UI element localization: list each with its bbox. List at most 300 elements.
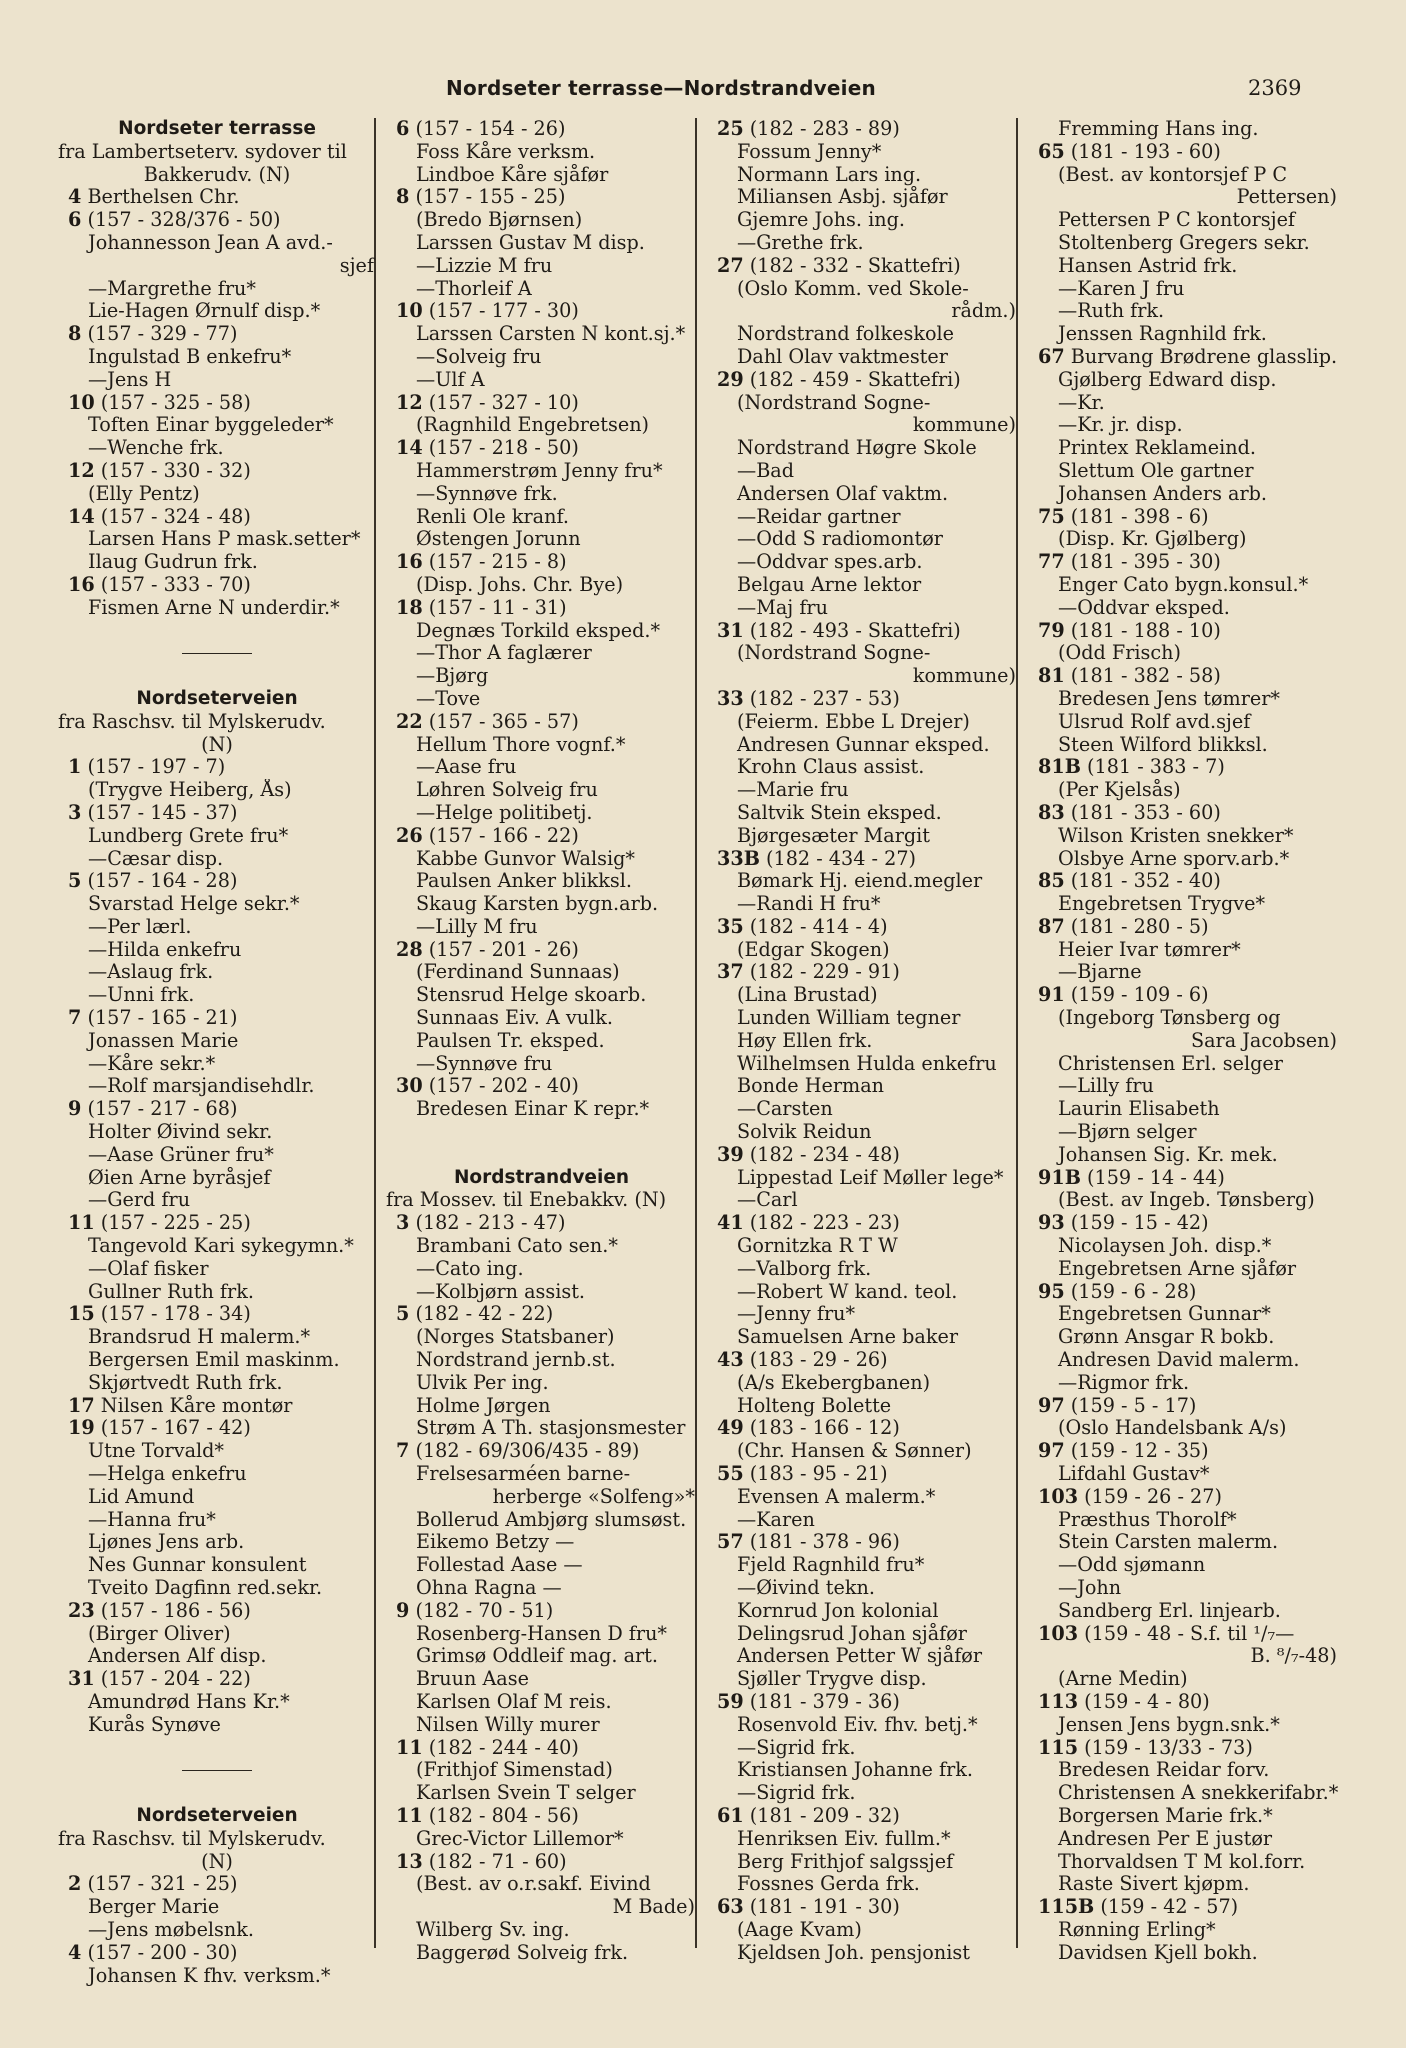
resident-entry: (Nordstrand Sogne- [737, 391, 931, 414]
resident-entry: Ohna Ragna — [416, 1577, 562, 1599]
house-number: 31 [68, 1668, 95, 1691]
house-entry [386, 392, 697, 415]
resident-entry: Baggerød Solveig frk. [416, 1941, 629, 1964]
resident-entry: Engebretsen Gunnar* [1058, 1303, 1271, 1326]
resident-entry: Solvik Reidun [737, 1121, 872, 1144]
house-detail: (157 - 333 - 70) [94, 573, 251, 596]
house-number: 63 [717, 1896, 744, 1919]
resident-entry: Olsbye Arne sporv.arb.* [1058, 847, 1290, 870]
resident-entry: Wilberg Sv. ing. [416, 1918, 570, 1941]
house-number: 97 [1038, 1394, 1065, 1417]
resident-entry: Lippestad Leif Møller lege* [737, 1166, 1004, 1189]
column-3 [707, 118, 1018, 1987]
house-number: 6 [396, 118, 410, 140]
resident-entry: —Rigmor frk. [1058, 1371, 1190, 1394]
house-detail: (183 - 95 - 21) [743, 1463, 888, 1486]
house-entry [58, 870, 376, 893]
resident-entry: Christensen A snekkerifabr.* [1058, 1782, 1339, 1805]
house-detail: (157 - 204 - 22) [94, 1668, 251, 1691]
entry-continuation: Pettersen) [1236, 186, 1337, 209]
resident-entry: Lifdahl Gustav* [1058, 1463, 1210, 1486]
street-heading: Nordstrandveien [453, 1166, 630, 1188]
directory-columns [58, 118, 1339, 1987]
house-number: 95 [1038, 1280, 1065, 1303]
resident-entry: (Edgar Skogen) [737, 938, 890, 961]
resident-entry: Høy Ellen frk. [737, 1029, 873, 1052]
resident-entry: Bømark Hj. eiend.megler [737, 870, 983, 893]
resident-entry: Hammerstrøm Jenny fru* [416, 459, 663, 482]
resident-entry: Karlsen Svein T selger [416, 1782, 636, 1805]
resident-entry: Andersen Olaf vaktm. [737, 482, 949, 505]
resident-entry: Tveito Dagfinn red.sekr. [88, 1577, 323, 1599]
resident-entry: Rosenvold Eiv. fhv. betj.* [737, 1713, 978, 1736]
house-entry [386, 118, 697, 141]
house-number: 81 [1038, 665, 1065, 688]
resident-entry: Follestad Aase — [416, 1554, 583, 1577]
house-entry [707, 118, 1018, 141]
house-detail: (182 - 244 - 40) [422, 1736, 579, 1759]
house-entry [58, 506, 376, 529]
house-entry [386, 1805, 697, 1828]
house-detail: (159 - 109 - 6) [1064, 984, 1209, 1007]
resident-entry: —Gerd fru [88, 1189, 191, 1212]
spacer [386, 1121, 697, 1144]
house-detail: (182 - 229 - 91) [743, 961, 900, 984]
resident-entry: —Helge politibetj. [416, 801, 593, 824]
house-number: 103 [1038, 1485, 1079, 1508]
resident-entry: —Lilly M fru [416, 915, 538, 938]
house-number: 81B [1038, 756, 1081, 779]
resident-entry: Fossnes Gerda frk. [737, 1873, 920, 1896]
resident-entry: Andersen Petter W sjåfør [737, 1645, 983, 1668]
house-entry [707, 961, 1018, 984]
spacer [58, 620, 376, 643]
house-number: 3 [68, 801, 82, 824]
running-title: Nordseter terrasse—Nordstrandveien [446, 76, 876, 100]
house-detail: (182 - 804 - 56) [422, 1804, 579, 1827]
house-detail: (157 - 165 - 21) [81, 1007, 238, 1030]
street-range: fra Raschsv. til Mylskerudv. [58, 710, 326, 733]
resident-entry: —Odd S radiomontør [737, 528, 943, 551]
resident-entry: Fismen Arne N underdir.* [88, 596, 340, 619]
resident-entry: (Best. av kontorsjef P C [1058, 163, 1288, 186]
section-divider [58, 1759, 376, 1782]
house-detail: (181 - 191 - 30) [743, 1896, 900, 1919]
house-detail: (157 - 200 - 30) [81, 1941, 238, 1964]
resident-entry: Præsthus Thorolf* [1058, 1508, 1237, 1531]
resident-entry: Christensen Erl. selger [1058, 1052, 1283, 1075]
house-number: 22 [396, 710, 423, 733]
resident-entry: —Olaf fisker [88, 1257, 209, 1280]
resident-entry: —Lilly fru [1058, 1075, 1154, 1098]
house-entry [58, 186, 376, 209]
house-entry [58, 323, 376, 346]
house-number: 6 [68, 209, 82, 232]
resident-entry: Svarstad Helge sekr.* [88, 893, 300, 916]
resident-entry: (Frithjof Simenstad) [416, 1759, 613, 1782]
house-number: 65 [1038, 140, 1065, 163]
house-entry [1028, 870, 1339, 893]
resident-entry: —Tove [416, 687, 481, 710]
house-entry [386, 1075, 697, 1098]
house-entry [1028, 1440, 1339, 1463]
resident-entry: (Per Kjelsås) [1058, 779, 1181, 802]
house-entry [1028, 1896, 1339, 1919]
resident-entry: Raste Sivert kjøpm. [1058, 1873, 1250, 1896]
resident-entry: Holteng Bolette [737, 1394, 892, 1417]
house-entry [1028, 916, 1339, 939]
house-entry [58, 1395, 376, 1418]
resident-entry: Kurås Synøve [88, 1713, 221, 1736]
entry-continuation: kommune) [912, 414, 1016, 437]
house-entry [58, 574, 376, 597]
resident-entry: Brambani Cato sen.* [416, 1235, 618, 1258]
house-entry [386, 1737, 697, 1760]
house-number: 27 [717, 254, 744, 277]
resident-entry: —Odd sjømann [1058, 1554, 1206, 1577]
resident-entry: Fremming Hans ing. [1058, 118, 1259, 140]
house-detail: (157 - 154 - 26) [409, 118, 566, 140]
house-detail: (157 - 164 - 28) [81, 870, 238, 893]
resident-entry: (Odd Frisch) [1058, 642, 1181, 665]
resident-entry: Kjeldsen Joh. pensjonist [737, 1941, 970, 1964]
house-detail: (159 - 13/33 - 73) [1078, 1736, 1253, 1759]
resident-entry: Borgersen Marie frk.* [1058, 1804, 1273, 1827]
resident-entry: —Robert W kand. teol. [737, 1280, 958, 1303]
house-detail: (181 - 383 - 7) [1080, 756, 1225, 779]
resident-entry: —Aase Grüner fru* [88, 1143, 274, 1166]
resident-entry: Bredesen Einar K repr.* [416, 1098, 650, 1121]
house-entry [707, 1896, 1018, 1919]
resident-entry: Brandsrud H malerm.* [88, 1326, 311, 1349]
house-entry [58, 1098, 376, 1121]
house-number: 29 [717, 368, 744, 391]
house-number: 91B [1038, 1166, 1081, 1189]
house-detail: (157 - 201 - 26) [422, 938, 579, 961]
house-entry [1028, 1486, 1339, 1509]
house-detail: (157 - 166 - 22) [422, 824, 579, 847]
house-number: 35 [717, 915, 744, 938]
house-number: 33B [717, 847, 760, 870]
resident-entry: —Bjørg [416, 665, 489, 688]
house-number: 113 [1038, 1690, 1079, 1713]
resident-entry: —Oddvar eksped. [1058, 596, 1230, 619]
resident-entry: Strøm A Th. stasjonsmester [416, 1417, 686, 1440]
resident-entry: Lie-Hagen Ørnulf disp.* [88, 300, 321, 323]
house-detail: (181 - 398 - 6) [1064, 505, 1209, 528]
house-entry [1028, 1281, 1339, 1304]
resident-entry: —Wenche frk. [88, 437, 224, 460]
resident-entry: —Ulf A [416, 368, 485, 391]
section-divider [58, 642, 376, 665]
resident-entry: —Jenny fru* [737, 1303, 856, 1326]
house-number: 33 [717, 687, 744, 710]
house-number: 12 [68, 459, 95, 482]
house-detail: (159 - 48 - S.f. til ¹/₇— [1078, 1622, 1295, 1645]
resident-entry: Davidsen Kjell bokh. [1058, 1941, 1258, 1964]
resident-entry: Larssen Gustav M disp. [416, 231, 645, 254]
house-detail: (183 - 29 - 26) [743, 1349, 888, 1372]
house-number: 16 [68, 573, 95, 596]
resident-entry: (Ferdinand Sunnaas) [416, 961, 620, 984]
house-entry [58, 1873, 376, 1896]
house-entry [58, 1942, 376, 1965]
house-entry [1028, 620, 1339, 643]
house-number: 83 [1038, 801, 1065, 824]
house-detail: (157 - 365 - 57) [422, 710, 579, 733]
resident-entry: —Solveig fru [416, 345, 542, 368]
house-entry [58, 1007, 376, 1030]
resident-entry: —Margrethe fru* [88, 277, 257, 300]
house-entry [58, 1212, 376, 1235]
resident-entry: Tangevold Kari sykegymn.* [88, 1235, 354, 1258]
resident-entry: Berger Marie [88, 1896, 220, 1919]
house-number: 55 [717, 1463, 744, 1486]
house-entry [386, 597, 697, 620]
resident-entry: Nes Gunnar konsulent [88, 1554, 307, 1577]
house-entry [386, 437, 697, 460]
resident-entry: (Aage Kvam) [737, 1918, 862, 1941]
house-detail: (182 - 493 - Skattefri) [743, 619, 961, 642]
house-number: 61 [717, 1804, 744, 1827]
house-detail: (159 - 12 - 35) [1064, 1440, 1209, 1463]
house-entry [707, 1144, 1018, 1167]
house-entry [1028, 756, 1339, 779]
house-detail: (157 - 324 - 48) [94, 505, 251, 528]
resident-entry: Grimsø Oddleif mag. art. [416, 1645, 658, 1668]
house-detail: Berthelsen Chr. [81, 186, 240, 209]
house-detail: (182 - 70 - 51) [409, 1599, 554, 1622]
house-detail: (183 - 166 - 12) [743, 1417, 900, 1440]
house-number: 12 [396, 391, 423, 414]
resident-entry: Skaug Karsten bygn.arb. [416, 893, 659, 916]
resident-entry: Enger Cato bygn.konsul.* [1058, 573, 1309, 596]
house-number: 8 [396, 186, 410, 209]
house-entry [386, 1440, 697, 1463]
house-number: 28 [396, 938, 423, 961]
house-entry [707, 688, 1018, 711]
resident-entry: Miliansen Asbj. sjåfør [737, 186, 948, 209]
resident-entry: Utne Torvald* [88, 1440, 225, 1463]
resident-entry: Degnæs Torkild eksped.* [416, 619, 661, 642]
resident-entry: Gornitzka R T W [737, 1235, 898, 1258]
house-entry [707, 255, 1018, 278]
house-number: 11 [396, 1736, 423, 1759]
resident-entry: Stensrud Helge skoarb. [416, 984, 647, 1007]
house-detail: (159 - 15 - 42) [1064, 1212, 1209, 1235]
house-entry [1028, 1212, 1339, 1235]
resident-entry: Frelsesarméen barne- [416, 1463, 631, 1486]
resident-entry: Lindboe Kåre sjåfør [416, 163, 609, 186]
resident-entry: (Oslo Komm. ved Skole- [737, 277, 969, 300]
house-number: 39 [717, 1143, 744, 1166]
entry-continuation: herberge «Solfeng»* [492, 1485, 695, 1508]
house-entry [58, 392, 376, 415]
entry-continuation: sjef [339, 254, 374, 277]
house-entry [1028, 1623, 1339, 1646]
resident-entry: Steen Wilford blikksl. [1058, 733, 1268, 756]
house-entry [58, 1303, 376, 1326]
street-range: fra Raschsv. til Mylskerudv. [58, 1827, 326, 1850]
house-entry [386, 300, 697, 323]
house-number: 97 [1038, 1440, 1065, 1463]
column-4 [1028, 118, 1339, 1987]
house-detail: (181 - 378 - 96) [743, 1531, 900, 1554]
resident-entry: Andresen Gunnar eksped. [737, 733, 990, 756]
house-entry [1028, 665, 1339, 688]
resident-entry: Rosenberg-Hansen D fru* [416, 1622, 668, 1645]
resident-entry: —Hilda enkefru [88, 938, 242, 961]
house-detail: (159 - 42 - 57) [1094, 1896, 1239, 1919]
resident-entry: Sjøller Trygve disp. [737, 1668, 927, 1691]
resident-entry: Skjørtvedt Ruth frk. [88, 1371, 283, 1394]
resident-entry: Henriksen Eiv. fullm.* [737, 1827, 951, 1850]
house-entry [1028, 346, 1339, 369]
house-number: 115B [1038, 1896, 1095, 1919]
resident-entry: Øien Arne byråsjef [88, 1166, 271, 1189]
house-number: 26 [396, 824, 423, 847]
house-number: 17 [68, 1394, 95, 1417]
house-entry [707, 1805, 1018, 1828]
house-number: 37 [717, 961, 744, 984]
house-detail: (181 - 193 - 60) [1064, 140, 1221, 163]
resident-entry: Gjemre Johs. ing. [737, 209, 905, 232]
resident-entry: Eikemo Betzy — [416, 1531, 575, 1554]
resident-entry: (Chr. Hansen & Sønner) [737, 1440, 972, 1463]
house-detail: (181 - 209 - 32) [743, 1804, 900, 1827]
house-detail: Nilsen Kåre montør [94, 1394, 293, 1417]
resident-entry: —Reidar gartner [737, 505, 901, 528]
resident-entry: (Best. av Ingeb. Tønsberg) [1058, 1189, 1315, 1212]
resident-entry: Slettum Ole gartner [1058, 459, 1254, 482]
resident-entry: Østengen Jorunn [416, 528, 581, 551]
resident-entry: Printex Reklameind. [1058, 437, 1256, 460]
resident-entry: —Kåre sekr.* [88, 1052, 216, 1075]
resident-entry: Holter Øivind sekr. [88, 1121, 273, 1144]
street-range-cont: (N) [201, 733, 233, 756]
resident-entry: Delingsrud Johan sjåfør [737, 1622, 967, 1645]
resident-entry: Gjølberg Edward disp. [1058, 368, 1277, 391]
house-entry [386, 939, 697, 962]
street-heading: Nordseterveien [136, 687, 298, 709]
house-detail: (157 - 177 - 30) [422, 300, 579, 323]
resident-entry: —Kr. jr. disp. [1058, 414, 1183, 437]
house-number: 30 [396, 1075, 423, 1098]
house-detail: (157 - 215 - 8) [422, 551, 567, 574]
entry-continuation: kommune) [912, 665, 1016, 688]
house-number: 19 [68, 1417, 95, 1440]
house-number: 49 [717, 1417, 744, 1440]
house-entry [58, 1600, 376, 1623]
house-number: 57 [717, 1531, 744, 1554]
resident-entry: Johansen K fhv. verksm.* [88, 1964, 331, 1987]
resident-entry: —Jens møbelsnk. [88, 1918, 254, 1941]
resident-entry: Jenssen Ragnhild frk. [1058, 323, 1267, 346]
house-number: 41 [717, 1212, 744, 1235]
house-detail: (182 - 283 - 89) [743, 118, 900, 140]
house-detail: (159 - 6 - 28) [1064, 1280, 1197, 1303]
street-range-cont: Bakkerudv. (N) [143, 163, 291, 186]
house-number: 67 [1038, 345, 1065, 368]
house-detail: (182 - 223 - 23) [743, 1212, 900, 1235]
entry-continuation: rådm.) [951, 300, 1016, 323]
house-detail: (182 - 414 - 4) [743, 915, 888, 938]
house-number: 7 [396, 1440, 410, 1463]
house-detail: (157 - 155 - 25) [409, 186, 566, 209]
house-number: 15 [68, 1303, 95, 1326]
resident-entry: Thorvaldsen T M kol.forr. [1058, 1850, 1306, 1873]
entry-continuation: M Bade) [612, 1896, 695, 1919]
house-number: 14 [396, 437, 423, 460]
house-detail: (181 - 382 - 58) [1064, 665, 1221, 688]
resident-entry: —Maj fru [737, 596, 828, 619]
house-entry [386, 1212, 697, 1235]
resident-entry: —Kr. [1058, 391, 1105, 414]
resident-entry: —Thor A faglærer [416, 642, 592, 665]
house-number: 2 [68, 1873, 82, 1896]
house-entry [707, 1212, 1018, 1235]
resident-entry: Normann Lars ing. [737, 163, 922, 186]
resident-entry: Kornrud Jon kolonial [737, 1599, 939, 1622]
page-number: 2369 [1248, 76, 1302, 100]
house-entry [1028, 1737, 1339, 1760]
house-detail: (181 - 395 - 30) [1064, 551, 1221, 574]
resident-entry: Krohn Claus assist. [737, 756, 925, 779]
house-detail: (182 - 237 - 53) [743, 687, 900, 710]
house-number: 3 [396, 1212, 410, 1235]
street-heading: Nordseterveien [136, 1804, 298, 1826]
house-detail: (182 - 71 - 60) [422, 1850, 567, 1873]
house-entry [1028, 1395, 1339, 1418]
house-entry [1028, 141, 1339, 164]
resident-entry: —Hanna fru* [88, 1508, 216, 1531]
resident-entry: Andresen Per E justør [1058, 1827, 1273, 1850]
resident-entry: —Sigrid frk. [737, 1782, 856, 1805]
house-detail: (182 - 42 - 22) [409, 1303, 554, 1326]
house-entry [707, 369, 1018, 392]
resident-entry: (Elly Pentz) [88, 482, 200, 505]
resident-entry: Samuelsen Arne baker [737, 1326, 959, 1349]
resident-entry: (Disp. Kr. Gjølberg) [1058, 528, 1247, 551]
resident-entry: Stein Carsten malerm. [1058, 1531, 1279, 1554]
resident-entry: (Trygve Heiberg, Ås) [88, 779, 292, 802]
house-entry [58, 802, 376, 825]
resident-entry: (Ingeborg Tønsberg og [1058, 1007, 1281, 1030]
resident-entry: Kabbe Gunvor Walsig* [416, 847, 635, 870]
resident-entry: Nicolaysen Joh. disp.* [1058, 1235, 1272, 1258]
resident-entry: Ljønes Jens arb. [88, 1531, 245, 1554]
house-entry [707, 620, 1018, 643]
house-number: 11 [68, 1212, 95, 1235]
house-entry [707, 848, 1018, 871]
house-number: 5 [396, 1303, 410, 1326]
house-entry [58, 1668, 376, 1691]
resident-entry: Belgau Arne lektor [737, 573, 922, 596]
house-detail: (182 - 434 - 27) [759, 847, 917, 870]
resident-entry: Dahl Olav vaktmester [737, 345, 948, 368]
resident-entry: Wilhelmsen Hulda enkefru [737, 1052, 997, 1075]
resident-entry: Jonassen Marie [88, 1029, 239, 1052]
resident-entry: Fjeld Ragnhild fru* [737, 1554, 925, 1577]
house-entry [707, 1349, 1018, 1372]
resident-entry: Sunnaas Eiv. A vulk. [416, 1007, 613, 1030]
house-detail: (157 - 225 - 25) [94, 1212, 251, 1235]
house-detail: (157 - 186 - 56) [94, 1599, 251, 1622]
house-entry [386, 1851, 697, 1874]
house-entry [707, 1463, 1018, 1486]
resident-entry: Berg Frithjof salgssjef [737, 1850, 954, 1873]
house-detail: (157 - 202 - 40) [422, 1075, 579, 1098]
